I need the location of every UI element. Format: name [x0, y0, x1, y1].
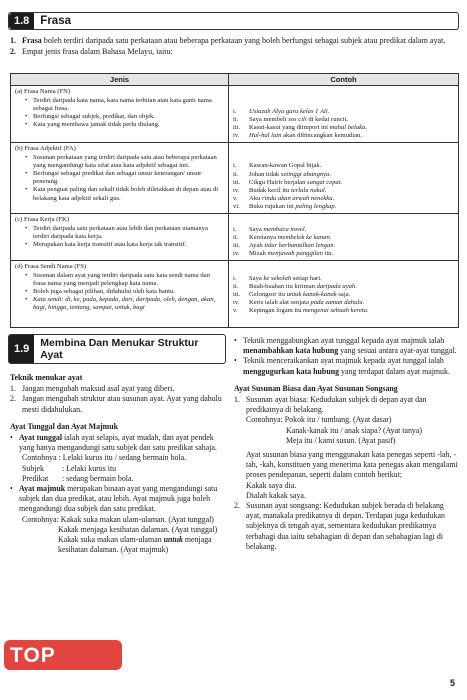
section-title: Frasa [40, 15, 71, 27]
table-header [11, 74, 458, 86]
right-column: • Teknik menggabungkan ayat tunggal kepada ayat majmuk ialah menambahkan kata hubung yang sesuai antara ayat-ayat tunggal. • Teknik menceraikankan ayat majmuk kepada ayat tunggal ialah menggugurkan kata hubung yang terdapat dalam ayat majmuk. Ayat Susunan Biasa dan Ayat Susunan Songsang 1. Susunan ayat biasa: Kedudukan subjek di depan ayat dan predikatnya di belakang. Contohnya: Pokok itu / tumbang. (Ayat dasar) Kanak-kanak itu / anak siapa? (Ayat tanya) Meja itu / kami susun. (Ayat pasif) Ayat susunan biasa yang menggunakan kata penegas seperti -lah, -tah, -kah, konstituen yang menerima kata penegas akan mengalami proses pendepanan, seperti dalam contoh berikut; Kakak saya dia. Dialah kakak saya. 2. Susunan ayat songsang: Kedudukan subjek berada di belakang ayat, manakala predikatnya di depan. Terdapat juga kedudukan subjeknya di tengah ayat, sementara kedudukan predikatnya terbahagi dua iaitu sebahagian di depan dan sebahagian lagi di belakang. [234, 336, 458, 551]
row-category: (a) Frasa Nama (FN) [15, 88, 71, 95]
row-category: (c) Frasa Kerja (FK) [15, 216, 70, 223]
intro-point-1: 1. Frasa boleh terdiri daripada satu perkataan atau beberapa perkataan yang boleh berfungsi sebagai subjek atau predikat dalam ayat. [10, 36, 446, 45]
frasa-table [10, 73, 459, 328]
section-number: 1.9 [9, 335, 34, 363]
subheading: Teknik menukar ayat [10, 373, 83, 382]
table-row: (a) Frasa Nama (FN) • Terdiri daripada kata nama, kata nama terbitan atau kata ganti nama sebagai frasa. • Berfungsi sebagai subjek, predikat, dan objek. • Kata yang membawa jamak tidak perlu diulang. i. Ustazah Alya guru kelas 1 Ali. ii. Saya membeli sos cili di kedai runcit. iii. Kasut-kasut yang diimport ini mahal belaka. iv. Hal-hal lain akan dibincangkan kemudian. [11, 86, 458, 143]
subheading: Ayat Tunggal dan Ayat Majmuk [10, 421, 119, 431]
table-row: (d) Frasa Sendi Nama (FS) • Susunan dalam ayat yang terdiri daripada satu kata sendi nama dan frasa nama yang menjadi pelengkap kata nama. • Boleh juga sebagai pilihan, didahului oleh kata bantu. • Kata sendi: di, ke, pada, kepada, dari, daripada, oleh, dengan, akan, bagi, hingga, tentang, sampai, untuk, bagi i. Saya ke sekolah setiap hari. ii. Buah-buahan itu kiriman daripada ayah. iii. Gelongsor itu untuk kanak-kanak saja. iv. Keris ialah alat senjata pada zaman dahulu. v. Kepingan logam itu mengenai sebuah kereta. [11, 261, 458, 327]
section-title: Membina Dan Menukar Struktur Ayat [40, 337, 199, 361]
publisher-watermark [4, 634, 122, 691]
left-column: Teknik menukar ayat 1. Jangan mengubah maksud asal ayat yang diberi. 2. Jangan mengubah struktur atau susunan ayat. Ayat yang dahulu mesti didahulukan. Ayat Tunggal dan Ayat Majmuk • Ayat tunggal ialah ayat selapis, ayat mudah, dan ayat pendek yang hanya mengandungi satu subjek dan satu predikat sahaja. Contohnya : Lelaki kurus itu / sedang bermain bola. Subjek : Lelaki kurus itu Predikat : sedang bermain bola. • Ayat majmuk merupakan binaan ayat yang mengandungi satu subjek dan dua predikat, atau lebih. Ayat majmuk juga boleh mengandungi dua subjek dan satu predikat. Contohnya: Kakak suka makan ulam-ulaman. (Ayat tunggal) Kakak menjaga kesihatan dalaman. (Ayat tunggal) Kakak suka makan ulam-ulaman untuk menjaga kesihatan dalaman. (Ayat majmuk) [10, 370, 224, 555]
table-row: (c) Frasa Kerja (FK) • Terdiri daripada satu perkataan atau lebih dan perkataan utamanya terdiri daripada kata kerja. • Merupakan kata kerja transitif atau kata kerja tak transitif. i. Saya membaca novel. ii. Keretanya membelok ke kanan. iii. Ayah tidur berbantalkan lengan. iv. Mizah menjawab panggilan itu. [11, 214, 458, 261]
intro-point-2: 2. Empat jenis frasa dalam Bahasa Melayu, iaitu: [10, 47, 173, 57]
subheading: Ayat Susunan Biasa dan Ayat Susunan Songsang [234, 383, 398, 393]
page-number: 5 [449, 678, 455, 688]
section-header-1-9 [8, 334, 226, 364]
header-contoh: Contoh [330, 75, 357, 84]
frasa-intro [10, 36, 456, 59]
table-row: (b) Frasa Adjektif (FA) • Susunan perkataan yang terdiri daripada satu atau beberapa perkataan yang mengandungi kata sifat atau kata adjektif sebagai inti. • Berfungsi sebagai predikat dan sebagai unsur keterangan/ unsur penerang. • Kata penguat paling dan sekali tidak boleh diletakkan di depan atau di belakang kata adjektif sekali gus. i. Kawan-kawan Gopal bijak. ii. Johan tidak setinggi abangnya. iii. Cikgu Hairir berjalan sangat cepat. iv. Budak kecil itu terlalu nakal. v. Aku rindu akan arwah nenekku. vi. Buku rujukan ini paling lengkap. [11, 143, 458, 214]
watermark-text: TOP BOOKS [10, 644, 93, 691]
row-category: (b) Frasa Adjektif (FA) [15, 145, 76, 152]
section-number: 1.8 [9, 13, 34, 29]
row-category: (d) Frasa Sendi Nama (FS) [15, 263, 87, 270]
header-jenis: Jenis [11, 74, 229, 85]
section-header-1-8 [8, 12, 459, 30]
